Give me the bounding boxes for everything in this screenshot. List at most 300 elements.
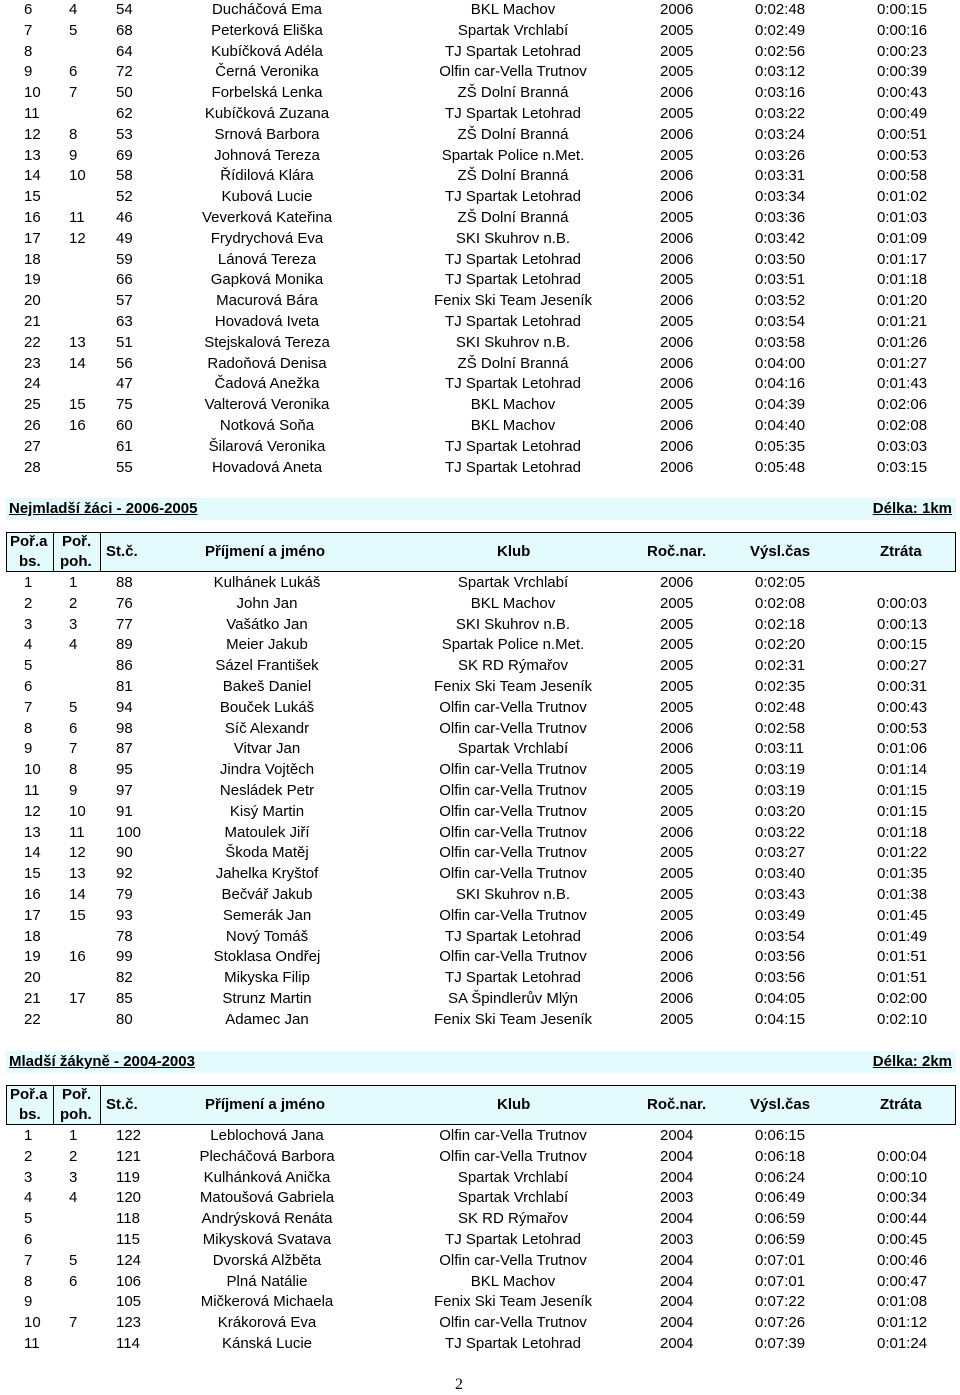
cell-rank-total: 14 [24,167,41,185]
cell-name: Nový Tomáš [225,927,309,945]
cell-result: 0:07:01 [755,1251,806,1269]
cell-year: 2005 [660,886,694,903]
cell-year: 2005 [660,271,694,289]
cell-club: Fenix Ski Team Jeseník [433,1293,593,1311]
cell-start-number: 80 [116,1010,133,1028]
cell-result: 0:03:49 [755,906,806,924]
cell-name: Frydrychová Eva [210,229,324,247]
cell-rank-total: 16 [24,886,41,903]
cell-rank: 13 [69,865,86,883]
cell-loss: 0:00:04 [877,1147,928,1165]
cell-name: Valterová Veronika [204,396,330,414]
cell-start-number: 49 [116,229,133,247]
cell-start-number: 47 [116,375,133,393]
cell-club: TJ Spartak Letohrad [445,375,581,393]
cell-rank-total: 27 [24,437,41,455]
cell-name: Škoda Matěj [225,844,309,862]
table-row [0,802,960,823]
cell-year: 2005 [660,615,694,633]
cell-name: Dvorská Alžběta [212,1251,322,1269]
cell-start-number: 62 [116,105,133,122]
cell-club: ZŠ Dolní Branná [457,354,569,372]
cell-name: Hovadová Iveta [214,313,320,330]
cell-year: 2005 [660,636,694,654]
cell-name: Meier Jakub [226,636,308,654]
table-row [0,864,960,885]
cell-name: Kubová Lucie [221,188,313,206]
table-row [0,1209,960,1230]
cell-name: Plecháčová Barbora [199,1147,335,1165]
cell-club: Fenix Ski Team Jeseník [433,1010,593,1028]
cell-start-number: 54 [116,1,133,18]
cell-rank-total: 11 [24,105,40,122]
category-length: Délka: 1km [872,500,952,517]
cell-year: 2004 [660,1335,694,1352]
cell-loss: 0:01:24 [877,1335,928,1352]
cell-start-number: 46 [116,209,133,226]
cell-name: Čadová Anežka [214,375,320,393]
cell-start-number: 105 [116,1293,142,1311]
cell-club: TJ Spartak Letohrad [445,250,581,268]
cell-year: 2006 [660,167,694,185]
cell-rank: 13 [69,333,86,351]
table-row [0,1272,960,1293]
cell-start-number: 59 [116,250,133,268]
cell-start-number: 63 [116,313,133,330]
cell-year: 2004 [660,1293,694,1311]
cell-name: Lánová Tereza [217,250,317,268]
cell-year: 2005 [660,761,694,779]
cell-result: 0:02:35 [755,678,806,695]
cell-loss: 0:00:47 [877,1272,928,1290]
cell-start-number: 114 [116,1335,140,1352]
cell-rank-total: 1 [24,574,33,591]
cell-loss: 0:00:23 [877,42,928,60]
cell-club: TJ Spartak Letohrad [445,927,581,945]
cell-rank: 5 [69,21,78,39]
cell-start-number: 60 [116,417,133,434]
cell-year: 2006 [660,574,694,591]
cell-club: Olfin car-Vella Trutnov [439,802,587,820]
col-rank-total-1: Poř.a [10,1086,48,1103]
cell-rank-total: 17 [24,906,41,924]
column-header-row [6,1085,956,1125]
cell-year: 2006 [660,948,694,966]
cell-club: TJ Spartak Letohrad [445,271,581,289]
cell-start-number: 51 [116,333,133,351]
cell-club: Spartak Vrchlabí [457,21,569,39]
table-row [0,739,960,760]
cell-rank: 6 [69,63,78,81]
table-row [0,125,960,146]
cell-year: 2003 [660,1231,694,1248]
cell-start-number: 55 [116,458,133,476]
cell-name: Leblochová Jana [210,1127,324,1144]
cell-loss: 0:00:43 [877,698,928,716]
cell-loss: 0:01:43 [877,375,928,393]
cell-loss: 0:00:58 [877,167,928,185]
table-row [0,760,960,781]
cell-rank-total: 26 [24,417,41,434]
cell-year: 2005 [660,698,694,716]
cell-rank-total: 4 [24,1189,33,1207]
cell-year: 2006 [660,292,694,310]
cell-name: Vitvar Jan [233,740,301,758]
table-row [0,1334,960,1355]
table-row [0,374,960,395]
cell-club: TJ Spartak Letohrad [445,969,581,987]
cell-start-number: 76 [116,594,133,612]
cell-start-number: 79 [116,886,133,903]
cell-loss: 0:00:15 [877,1,928,18]
category-title: Mladší žákyně - 2004-2003 [9,1053,195,1070]
cell-club: ZŠ Dolní Branná [457,84,569,102]
cell-result: 0:03:52 [755,292,806,310]
header-divider [53,1086,54,1124]
cell-start-number: 99 [116,948,133,966]
cell-rank-total: 10 [24,1314,41,1332]
table-row [0,968,960,989]
cell-loss: 0:00:46 [877,1251,928,1269]
cell-name: Andrýsková Renáta [201,1210,333,1228]
category-header-girls [6,1051,956,1073]
cell-name: Ducháčová Ema [211,1,323,18]
cell-club: TJ Spartak Letohrad [445,105,581,122]
cell-name: John Jan [236,594,298,612]
cell-rank: 11 [69,209,85,226]
cell-loss: 0:01:45 [877,906,928,924]
cell-rank-total: 25 [24,396,41,414]
cell-name: Bakeš Daniel [222,678,312,695]
cell-result: 0:03:24 [755,125,806,143]
cell-rank: 6 [69,719,78,737]
cell-start-number: 118 [116,1210,140,1228]
cell-year: 2006 [660,250,694,268]
cell-start-number: 52 [116,188,133,206]
cell-club: Olfin car-Vella Trutnov [439,1314,587,1332]
cell-year: 2005 [660,678,694,695]
cell-name: Jahelka Kryštof [215,865,319,883]
cell-start-number: 64 [116,42,133,60]
cell-start-number: 93 [116,906,133,924]
table-row [0,781,960,802]
cell-club: TJ Spartak Letohrad [445,1231,581,1248]
cell-club: Spartak Vrchlabí [457,740,569,758]
cell-rank-total: 17 [24,229,41,247]
cell-start-number: 90 [116,844,133,862]
cell-year: 2005 [660,1010,694,1028]
cell-year: 2006 [660,927,694,945]
cell-start-number: 106 [116,1272,142,1290]
cell-name: Stoklasa Ondřej [213,948,321,966]
cell-result: 0:02:56 [755,42,806,60]
cell-result: 0:03:19 [755,782,806,799]
cell-year: 2006 [660,188,694,206]
cell-rank-total: 18 [24,250,41,268]
table-row [0,187,960,208]
cell-rank-total: 3 [24,1168,33,1186]
cell-start-number: 57 [116,292,133,310]
cell-rank-total: 12 [24,802,41,820]
cell-loss: 0:03:15 [877,458,928,476]
table-row [0,906,960,927]
cell-result: 0:06:49 [755,1189,806,1207]
cell-loss: 0:02:06 [877,396,928,414]
cell-loss: 0:01:03 [877,209,928,226]
cell-club: Olfin car-Vella Trutnov [439,761,587,779]
cell-name: Mikysková Svatava [202,1231,332,1248]
cell-loss: 0:01:17 [877,250,928,268]
cell-result: 0:07:22 [755,1293,806,1311]
cell-result: 0:03:16 [755,84,806,102]
cell-loss: 0:00:15 [877,636,928,654]
cell-result: 0:03:22 [755,823,806,841]
cell-loss: 0:00:43 [877,84,928,102]
cell-loss: 0:01:08 [877,1293,928,1311]
cell-rank: 10 [69,167,86,185]
cell-start-number: 61 [116,437,133,455]
cell-club: Spartak Police n.Met. [441,146,585,164]
cell-result: 0:04:16 [755,375,806,393]
cell-name: Macurová Bára [216,292,318,310]
cell-loss: 0:00:27 [877,657,928,675]
cell-result: 0:03:11 [755,740,804,758]
cell-club: Fenix Ski Team Jeseník [433,292,593,310]
cell-loss: 0:01:18 [877,823,928,841]
cell-rank: 11 [69,823,85,841]
cell-loss: 0:01:26 [877,333,928,351]
cell-start-number: 100 [116,823,142,841]
cell-start-number: 120 [116,1189,142,1207]
cell-club: BKL Machov [470,417,556,434]
cell-start-number: 87 [116,740,133,758]
cell-result: 0:04:05 [755,990,806,1007]
cell-rank-total: 12 [24,125,41,143]
table-row [0,677,960,698]
table-row [0,1147,960,1168]
table-row [0,42,960,63]
cell-rank-total: 18 [24,927,41,945]
cell-year: 2005 [660,865,694,883]
cell-club: Spartak Vrchlabí [457,574,569,591]
cell-result: 0:06:59 [755,1231,806,1248]
category-title: Nejmladší žáci - 2006-2005 [9,500,198,517]
table-row [0,1126,960,1147]
cell-year: 2005 [660,802,694,820]
cell-rank: 17 [69,990,86,1007]
cell-result: 0:03:40 [755,865,806,883]
table-row [0,416,960,437]
cell-club: Olfin car-Vella Trutnov [439,948,587,966]
cell-rank: 16 [69,948,86,966]
cell-name: Plná Natálie [226,1272,308,1290]
table-row [0,458,960,479]
cell-year: 2004 [660,1210,694,1228]
cell-rank: 4 [69,636,78,654]
cell-start-number: 88 [116,574,133,591]
cell-rank: 9 [69,146,78,164]
cell-year: 2005 [660,42,694,60]
cell-year: 2006 [660,417,694,434]
cell-result: 0:03:20 [755,802,806,820]
cell-rank-total: 28 [24,458,41,476]
table-row [0,166,960,187]
table-row [0,1313,960,1334]
cell-rank-total: 19 [24,948,41,966]
cell-result: 0:06:59 [755,1210,806,1228]
cell-start-number: 66 [116,271,133,289]
cell-year: 2006 [660,229,694,247]
cell-start-number: 75 [116,396,133,414]
cell-loss: 0:01:51 [877,948,928,966]
cell-result: 0:03:42 [755,229,806,247]
cell-loss: 0:00:34 [877,1189,928,1207]
cell-club: Olfin car-Vella Trutnov [439,63,587,81]
cell-rank-total: 21 [24,990,41,1007]
cell-result: 0:03:51 [755,271,806,289]
category-length: Délka: 2km [872,1053,952,1070]
cell-loss: 0:00:53 [877,719,928,737]
table-row [0,1168,960,1189]
col-start-number: St.č. [106,543,138,560]
cell-rank-total: 1 [24,1127,33,1144]
cell-rank-total: 2 [24,1147,33,1165]
cell-result: 0:02:18 [755,615,806,633]
cell-rank-total: 13 [24,146,41,164]
table-row [0,885,960,906]
cell-club: TJ Spartak Letohrad [445,313,581,330]
cell-rank: 7 [69,84,78,102]
cell-club: Olfin car-Vella Trutnov [439,906,587,924]
cell-result: 0:02:20 [755,636,806,654]
cell-club: TJ Spartak Letohrad [445,188,581,206]
cell-rank-total: 9 [24,740,33,758]
cell-name: Síč Alexandr [224,719,310,737]
cell-loss: 0:01:21 [877,313,928,330]
cell-start-number: 72 [116,63,133,81]
cell-result: 0:05:48 [755,458,806,476]
table-row [0,104,960,125]
table-row [0,1230,960,1251]
table-row [0,594,960,615]
cell-result: 0:02:58 [755,719,806,737]
cell-result: 0:03:34 [755,188,806,206]
cell-name: Forbelská Lenka [211,84,323,102]
cell-rank-total: 10 [24,761,41,779]
cell-rank-total: 6 [24,678,33,695]
cell-name: Veverková Kateřina [201,209,333,226]
cell-year: 2004 [660,1147,694,1165]
cell-club: BKL Machov [470,1,556,18]
cell-year: 2006 [660,969,694,987]
table-row [0,312,960,333]
cell-name: Notková Soňa [219,417,315,434]
table-row [0,250,960,271]
cell-year: 2006 [660,437,694,455]
cell-start-number: 86 [116,657,133,675]
table-row [0,1251,960,1272]
table-row [0,989,960,1010]
cell-start-number: 85 [116,990,133,1007]
cell-result: 0:03:56 [755,969,806,987]
cell-club: ZŠ Dolní Branná [457,125,569,143]
cell-rank: 7 [69,740,78,758]
cell-club: SKI Skuhrov n.B. [455,229,571,247]
cell-name: Srnová Barbora [214,125,320,143]
cell-result: 0:04:15 [755,1010,806,1028]
cell-year: 2005 [660,146,694,164]
cell-year: 2004 [660,1272,694,1290]
cell-year: 2004 [660,1251,694,1269]
cell-start-number: 98 [116,719,133,737]
cell-start-number: 122 [116,1127,142,1144]
cell-rank: 9 [69,782,78,799]
col-year: Roč.nar. [647,1096,707,1113]
cell-start-number: 81 [116,678,133,695]
cell-rank-total: 5 [24,657,33,675]
cell-rank-total: 14 [24,844,41,862]
col-loss: Ztráta [880,543,922,560]
cell-start-number: 77 [116,615,133,633]
cell-rank: 3 [69,1168,78,1186]
cell-club: ZŠ Dolní Branná [457,167,569,185]
cell-club: TJ Spartak Letohrad [445,1335,581,1352]
cell-result: 0:03:56 [755,948,806,966]
cell-start-number: 78 [116,927,133,945]
table-row [0,354,960,375]
cell-rank-total: 6 [24,1231,33,1248]
cell-loss: 0:00:49 [877,105,928,122]
cell-year: 2005 [660,657,694,675]
table-row [0,1292,960,1313]
cell-year: 2004 [660,1168,694,1186]
cell-start-number: 92 [116,865,133,883]
cell-name: Kulhánek Lukáš [213,574,321,591]
cell-loss: 0:00:44 [877,1210,928,1228]
cell-rank: 12 [69,844,86,862]
cell-loss: 0:00:03 [877,594,928,612]
cell-result: 0:04:40 [755,417,806,434]
cell-result: 0:03:26 [755,146,806,164]
cell-name: Gapková Monika [210,271,324,289]
table-row [0,83,960,104]
cell-year: 2005 [660,21,694,39]
cell-club: SA Špindlerův Mlýn [447,990,579,1007]
cell-year: 2006 [660,1,694,18]
cell-result: 0:03:36 [755,209,806,226]
cell-club: TJ Spartak Letohrad [445,437,581,455]
table-row [0,573,960,594]
cell-name: Černá Veronika [215,63,319,81]
cell-result: 0:03:58 [755,333,806,351]
cell-rank: 15 [69,396,86,414]
cell-name: Matoušová Gabriela [199,1189,335,1207]
cell-club: SK RD Rýmařov [457,657,569,675]
cell-rank-total: 5 [24,1210,33,1228]
cell-result: 0:02:49 [755,21,806,39]
cell-name: Adamec Jan [225,1010,309,1028]
cell-club: TJ Spartak Letohrad [445,458,581,476]
cell-result: 0:06:18 [755,1147,806,1165]
cell-rank: 15 [69,906,86,924]
cell-start-number: 56 [116,354,133,372]
cell-name: Krákorová Eva [217,1314,317,1332]
cell-rank-total: 22 [24,333,41,351]
cell-result: 0:03:31 [755,167,806,185]
cell-rank: 8 [69,125,78,143]
cell-result: 0:06:15 [755,1127,806,1144]
cell-club: Olfin car-Vella Trutnov [439,823,587,841]
